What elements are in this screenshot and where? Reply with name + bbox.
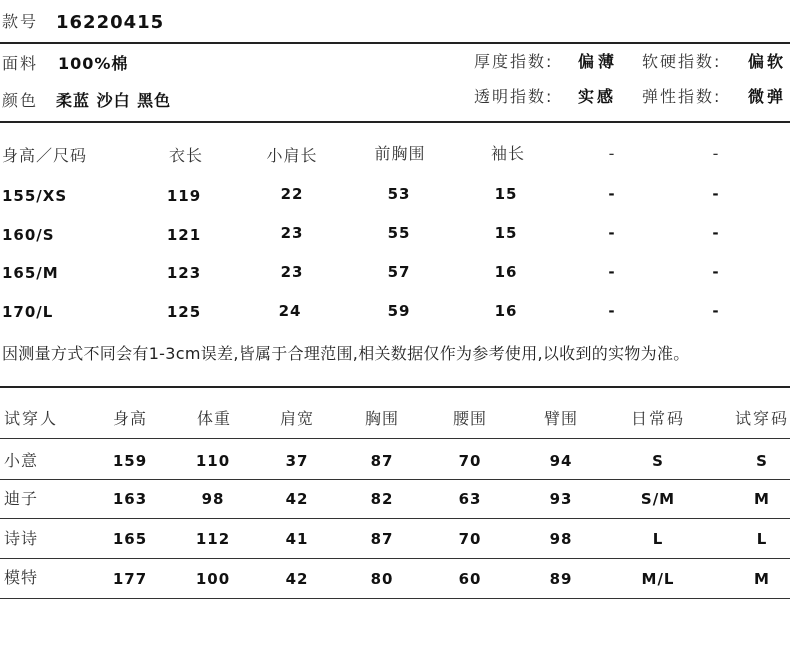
fit-row-tester: 小意 bbox=[4, 451, 39, 470]
size-row-length: 121 bbox=[166, 226, 202, 244]
fit-row-daily-size: L bbox=[652, 530, 664, 548]
size-row-empty-2: - bbox=[712, 263, 720, 281]
colors-value: 柔蓝 沙白 黑色 bbox=[56, 91, 172, 110]
size-row-empty-1: - bbox=[608, 185, 616, 203]
fit-row-divider bbox=[0, 558, 790, 559]
fit-row-shoulder: 42 bbox=[285, 490, 309, 508]
size-row-shoulder: 23 bbox=[280, 263, 304, 281]
fit-row-waist: 70 bbox=[458, 452, 482, 470]
fit-header-try-size: 试穿码 bbox=[734, 409, 790, 428]
fit-row-height: 165 bbox=[112, 530, 148, 548]
fit-row-shoulder: 37 bbox=[285, 452, 309, 470]
size-header-height-size: 身高／尺码 bbox=[2, 146, 88, 165]
size-row-length: 123 bbox=[166, 264, 202, 282]
thickness-label: 厚度指数: bbox=[474, 52, 554, 71]
fabric-value: 100%棉 bbox=[58, 54, 129, 73]
fit-row-weight: 112 bbox=[195, 530, 231, 548]
fit-row-weight: 110 bbox=[195, 452, 231, 470]
fit-row-height: 177 bbox=[112, 570, 148, 588]
style-no-label: 款号 bbox=[2, 12, 39, 31]
fit-row-arm: 98 bbox=[549, 530, 573, 548]
size-row-sleeve: 16 bbox=[494, 302, 518, 320]
size-row-size: 170/L bbox=[2, 303, 54, 321]
size-header-chest: 前胸围 bbox=[374, 144, 426, 163]
fit-row-daily-size: M/L bbox=[641, 570, 675, 588]
divider-top bbox=[0, 42, 790, 44]
elasticity-value: 微弹 bbox=[748, 87, 787, 106]
size-row-shoulder: 23 bbox=[280, 224, 304, 242]
size-row-chest: 53 bbox=[387, 185, 411, 203]
size-header-empty-1: - bbox=[608, 144, 616, 163]
fit-row-waist: 70 bbox=[458, 530, 482, 548]
size-row-empty-2: - bbox=[712, 224, 720, 242]
fit-row-tester: 迪子 bbox=[4, 489, 39, 508]
size-row-empty-2: - bbox=[712, 185, 720, 203]
fit-row-try-size: L bbox=[756, 530, 768, 548]
fit-row-divider bbox=[0, 598, 790, 599]
softness-value: 偏软 bbox=[748, 52, 787, 71]
fit-row-arm: 89 bbox=[549, 570, 573, 588]
fit-row-divider bbox=[0, 438, 790, 439]
size-row-length: 119 bbox=[166, 187, 202, 205]
fit-header-daily-size: 日常码 bbox=[630, 409, 686, 428]
size-header-length: 衣长 bbox=[168, 146, 204, 165]
transparency-label: 透明指数: bbox=[474, 87, 554, 106]
fit-row-height: 163 bbox=[112, 490, 148, 508]
fit-header-arm: 臂围 bbox=[543, 409, 579, 428]
fit-header-shoulder: 肩宽 bbox=[279, 409, 315, 428]
size-row-length: 125 bbox=[166, 303, 202, 321]
fit-row-divider bbox=[0, 518, 790, 519]
fit-row-shoulder: 42 bbox=[285, 570, 309, 588]
fit-row-divider bbox=[0, 479, 790, 480]
size-row-sleeve: 15 bbox=[494, 224, 518, 242]
size-row-size: 155/XS bbox=[2, 187, 68, 205]
softness-label: 软硬指数: bbox=[642, 52, 722, 71]
color-label: 颜色 bbox=[2, 91, 39, 110]
fit-row-height: 159 bbox=[112, 452, 148, 470]
size-row-chest: 55 bbox=[387, 224, 411, 242]
elasticity-label: 弹性指数: bbox=[642, 87, 722, 106]
size-row-sleeve: 15 bbox=[494, 185, 518, 203]
size-header-shoulder: 小肩长 bbox=[266, 146, 318, 165]
transparency-value: 实感 bbox=[578, 87, 617, 106]
fabric-label: 面料 bbox=[2, 54, 39, 73]
fit-row-try-size: M bbox=[754, 490, 770, 508]
fit-header-weight: 体重 bbox=[196, 409, 232, 428]
fit-row-shoulder: 41 bbox=[285, 530, 309, 548]
size-row-empty-1: - bbox=[608, 302, 616, 320]
fit-row-weight: 98 bbox=[201, 490, 225, 508]
fit-header-tester: 试穿人 bbox=[4, 409, 59, 428]
size-row-shoulder: 22 bbox=[280, 185, 304, 203]
fit-row-daily-size: S bbox=[652, 452, 664, 470]
fit-row-waist: 63 bbox=[458, 490, 482, 508]
fit-header-waist: 腰围 bbox=[452, 409, 488, 428]
size-row-size: 165/M bbox=[2, 264, 59, 282]
size-header-empty-2: - bbox=[712, 144, 720, 163]
size-row-empty-1: - bbox=[608, 263, 616, 281]
size-header-sleeve: 袖长 bbox=[490, 144, 526, 163]
size-row-sleeve: 16 bbox=[494, 263, 518, 281]
fit-row-arm: 94 bbox=[549, 452, 573, 470]
fit-row-weight: 100 bbox=[195, 570, 231, 588]
fit-header-height: 身高 bbox=[112, 409, 148, 428]
fit-row-try-size: S bbox=[756, 452, 768, 470]
fit-row-chest: 80 bbox=[370, 570, 394, 588]
size-row-empty-2: - bbox=[712, 302, 720, 320]
size-row-size: 160/S bbox=[2, 226, 55, 244]
fit-row-waist: 60 bbox=[458, 570, 482, 588]
measurement-note: 因测量方式不同会有1-3cm误差,皆属于合理范围,相关数据仅作为参考使用,以收到的实物为准。 bbox=[2, 344, 690, 363]
fit-row-chest: 87 bbox=[370, 452, 394, 470]
fit-row-chest: 87 bbox=[370, 530, 394, 548]
size-row-empty-1: - bbox=[608, 224, 616, 242]
divider-size-table bbox=[0, 121, 790, 123]
size-row-shoulder: 24 bbox=[278, 302, 302, 320]
size-row-chest: 57 bbox=[387, 263, 411, 281]
fit-row-arm: 93 bbox=[549, 490, 573, 508]
fit-row-try-size: M bbox=[754, 570, 770, 588]
size-row-chest: 59 bbox=[387, 302, 411, 320]
fit-row-daily-size: S/M bbox=[640, 490, 676, 508]
thickness-value: 偏薄 bbox=[578, 52, 619, 71]
fit-header-chest: 胸围 bbox=[364, 409, 400, 428]
fit-row-chest: 82 bbox=[370, 490, 394, 508]
divider-fit-table bbox=[0, 386, 790, 388]
style-no-value: 16220415 bbox=[56, 12, 165, 33]
fit-row-tester: 诗诗 bbox=[4, 529, 39, 548]
fit-row-tester: 模特 bbox=[4, 568, 39, 587]
